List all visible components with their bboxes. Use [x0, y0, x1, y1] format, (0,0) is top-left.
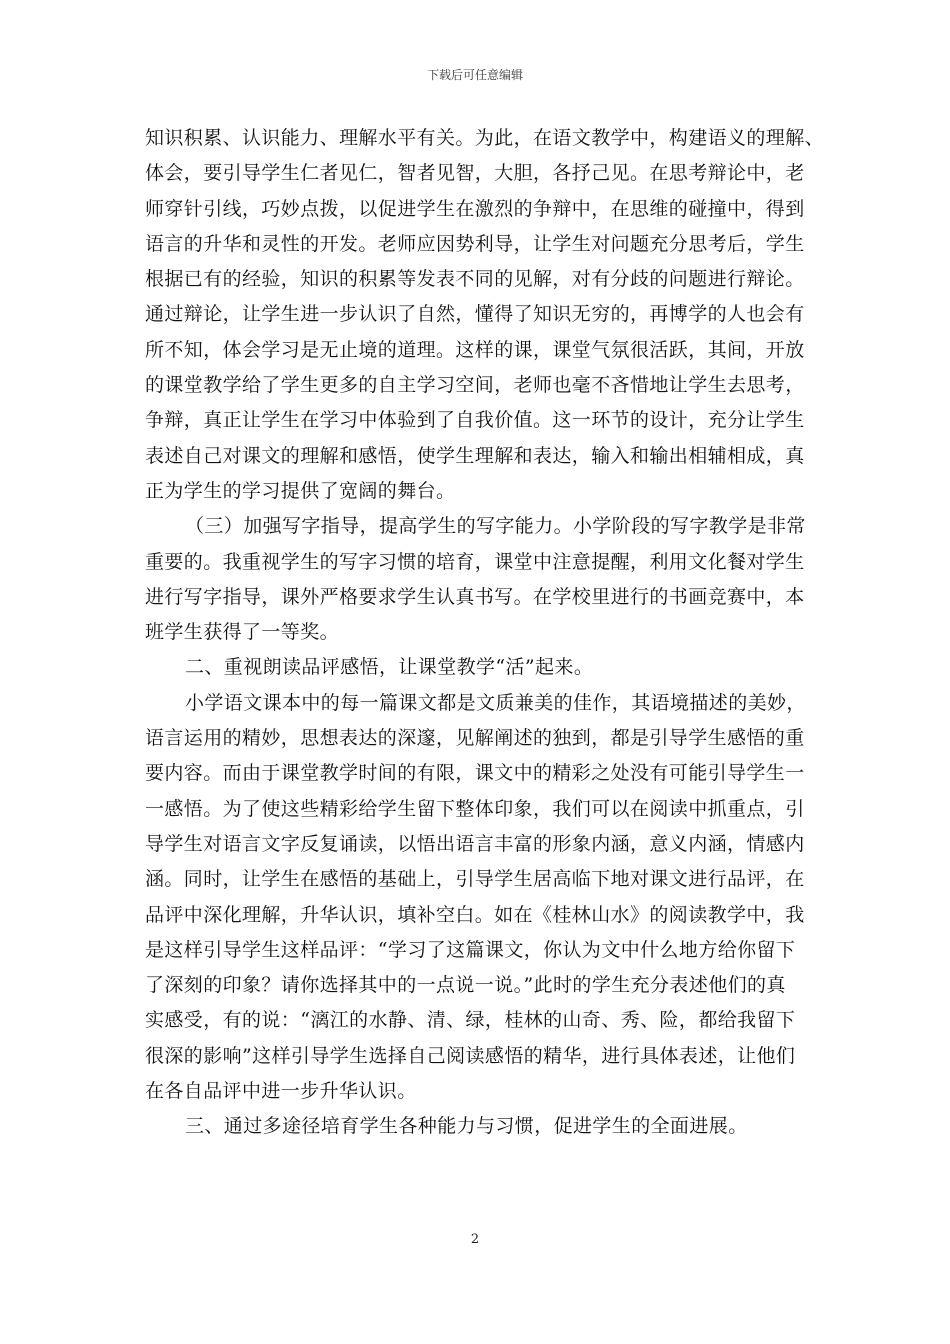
text-line: 正为学生的学习提供了宽阔的舞台。	[145, 479, 456, 502]
text-line: 根据已有的经验，知识的积累等发表不同的见解，对有分歧的问题进行辩论。	[145, 268, 805, 291]
text-line: 要内容。而由于课堂教学时间的有限，课文中的精彩之处没有可能引导学生一	[145, 762, 805, 785]
text-line: 所不知，体会学习是无止境的道理。这样的课，课堂气氛很活跃，其间，开放	[145, 338, 805, 361]
document-body	[145, 121, 825, 1145]
text-line: 语言的升华和灵性的开发。老师应因势利导，让学生对问题充分思考后，学生	[145, 232, 805, 255]
text-line: 表述自己对课文的理解和感悟，使学生理解和表达，输入和输出相辅相成，真	[145, 444, 805, 467]
text-line: 品评中深化理解，升华认识，填补空白。如在《桂林山水》的阅读教学中，我	[145, 903, 805, 926]
text-line: 重要的。我重视学生的写字习惯的培育，课堂中注意提醒，利用文化餐对学生	[145, 550, 805, 573]
section-heading	[145, 650, 813, 685]
text-line: 体会，要引导学生仁者见仁，智者见智，大胆，各抒己见。在思考辩论中，老	[145, 162, 805, 185]
text-line: 是这样引导学生这样品评：“学习了这篇课文，你认为文中什么地方给你留下	[145, 938, 796, 961]
text-line: 小学语文课本中的每一篇课文都是文质兼美的佳作，其语境描述的美妙，	[185, 691, 806, 714]
text-line: 师穿针引线，巧妙点拨，以促进学生在激烈的争辩中，在思维的碰撞中，得到	[145, 197, 805, 220]
text-line: 知识积累、认识能力、理解水平有关。为此，在语文教学中，构建语义的理解、	[145, 127, 825, 149]
page-header: 下载后可任意编辑	[426, 68, 523, 82]
text-line: （三）加强写字指导，提高学生的写字能力。小学阶段的写字教学是非常	[185, 515, 806, 538]
text-line: 二、重视朗读品评感悟，让课堂教学“活”起来。	[185, 656, 594, 679]
text-line: 通过辩论，让学生进一步认识了自然，懂得了知识无穷的，再博学的人也会有	[145, 303, 805, 326]
text-line: 的课堂教学给了学生更多的自主学习空间，老师也毫不吝惜地让学生去思考，	[145, 374, 805, 397]
text-line: 实感受，有的说：“漓江的水静、清、绿，桂林的山奇、秀、险，都给我留下	[145, 1009, 796, 1032]
paragraph	[145, 686, 813, 1110]
text-line: 导学生对语言文字反复诵读，以悟出语言丰富的形象内涵，意义内涵，情感内	[145, 832, 805, 855]
section-heading	[145, 1109, 813, 1144]
paragraph	[145, 509, 813, 650]
page-number: 2	[470, 1232, 480, 1247]
text-line: 了深刻的印象？请你选择其中的一点说一说。”此时的学生充分表述他们的真	[145, 974, 786, 997]
paragraph	[145, 121, 825, 509]
text-line: 进行写字指导，课外严格要求学生认真书写。在学校里进行的书画竞赛中，本	[145, 585, 805, 608]
text-line: 一感悟。为了使这些精彩给学生留下整体印象，我们可以在阅读中抓重点，引	[145, 797, 805, 820]
text-line: 语言运用的精妙，思想表达的深邃，见解阐述的独到，都是引导学生感悟的重	[145, 727, 805, 750]
text-line: 很深的影响”这样引导学生选择自己阅读感悟的精华，进行具体表述，让他们	[145, 1044, 796, 1067]
text-line: 在各自品评中进一步升华认识。	[145, 1080, 417, 1103]
text-line: 班学生获得了一等奖。	[145, 621, 340, 644]
text-line: 三、通过多途径培育学生各种能力与习惯，促进学生的全面进展。	[185, 1115, 748, 1138]
text-line: 争辩，真正让学生在学习中体验到了自我价值。这一环节的设计，充分让学生	[145, 409, 805, 432]
text-line: 涵。同时，让学生在感悟的基础上，引导学生居高临下地对课文进行品评，在	[145, 868, 805, 891]
